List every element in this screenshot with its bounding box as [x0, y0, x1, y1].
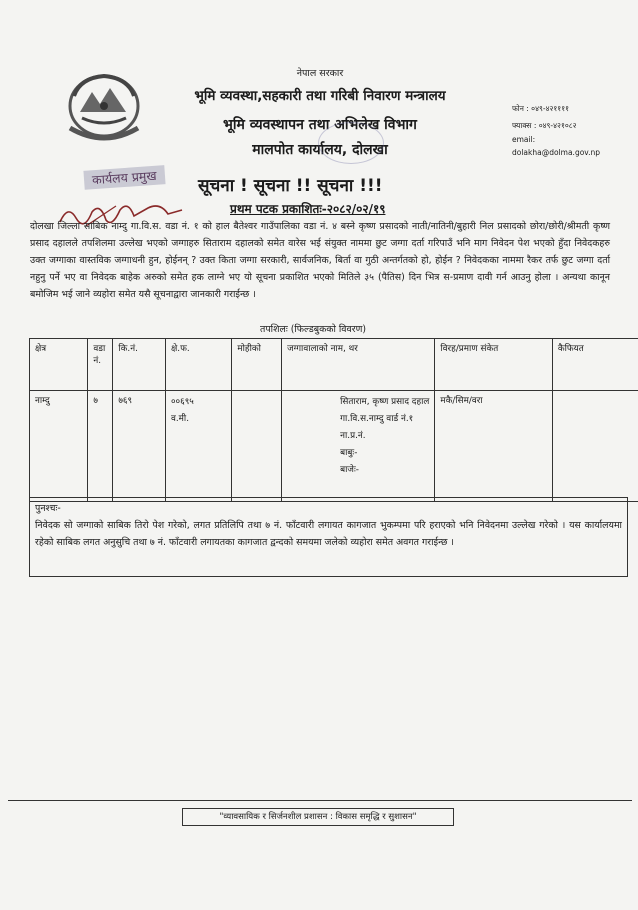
office-name: मालपोत कार्यालय, दोलखा [252, 142, 388, 158]
size-unit: व.मी. [170, 414, 189, 424]
postscript-text: निवेदक सो जग्गाको साबिक तिरो पेश गरेको, लगत प्रतिलिपि तथा ७ नं. फाँटवारी लगायत कागजात भुकम्पमा परि हराएको भनि निवेदनमा उल्लेख गरेको । यस कार्यालयमा रहेको साबिक लगत अनुसुचि तथा ७ नं. फाँटवारी लगायतका कागजात द्वन्दको समयमा जलेको व्यहोरा समेत अवगत गराईन्छ । [35, 520, 622, 548]
email-address: dolakha@dolma.gov.np [512, 148, 601, 157]
office-chief-stamp: कार्यलय प्रमुख [83, 165, 165, 190]
notice-title: सूचना ! सूचना !! सूचना !!! [198, 176, 383, 196]
table-header-row [30, 339, 638, 391]
postscript-box [29, 497, 628, 577]
table-caption: तपशिलः (फिल्डबुकको विवरण) [260, 324, 367, 335]
header-ward: वडा नं. [88, 339, 113, 391]
owner-address: गा.वि.स.नाम्दु वार्ड नं.१ [340, 414, 414, 424]
header-evidence: विरह/प्रमाण संकेत [435, 339, 552, 391]
header-remarks: कैफियत [552, 339, 638, 391]
phone-number: फोन : ०४९-४२११११ [512, 104, 569, 113]
footer-slogan: "व्यावसायिक र सिर्जनशील प्रशासन : विकास समृद्धि र सुशासन" [182, 808, 454, 826]
government-name: नेपाल सरकार [296, 68, 344, 79]
email-label: email: [512, 135, 536, 144]
header-plot: कि.नं. [113, 339, 166, 391]
cell-ward: ७ [88, 391, 113, 502]
nepal-emblem-icon [60, 66, 148, 146]
cell-tenant [232, 391, 282, 502]
cell-plot: ७६९ [113, 391, 166, 502]
size-value: ००६९५ [170, 397, 194, 407]
owner-father: बाबुः- [340, 448, 358, 458]
cell-size [165, 391, 231, 502]
cell-evidence: मकै/सिम/वरा [435, 391, 552, 502]
land-details-table [29, 338, 638, 502]
cell-remarks [552, 391, 638, 502]
fax-number: फ्याक्स : ०४९-४२१०८२ [512, 121, 577, 130]
office-seal-stamp [318, 122, 384, 164]
header-area: क्षेत्र [30, 339, 88, 391]
postscript-label: पुनश्चः- [35, 503, 61, 514]
cell-area: नाम्दु [30, 391, 88, 502]
ministry-name: भूमि व्यवस्था,सहकारी तथा गरिबी निवारण मन्त्रालय [194, 88, 446, 104]
header-owner: जग्गावालाको नाम, थर [282, 339, 435, 391]
footer-divider [8, 800, 632, 801]
table-row [30, 391, 638, 502]
notice-body: दोलखा जिल्ला साबिक नाम्दु गा.वि.स. वडा नं. १ को हाल बैतेश्वर गाउँपालिका वडा नं. ४ बस्ने कृष्ण प्रसादको नाती/नातिनी/बुहारी निल प्रसादको छोरा/छोरी/श्रीमती कृष्ण प्रसाद दहालले तपशिलमा उल्लेख भएको जग्गाहरु सिताराम दहालको समेत वारेस भई संयुक्त नाममा छुट जग्गा दर्ता गरिपाउँ भनि माग निवेदन पेश भएको हुँदा निवेदकहरु उक्त जग्गाका वास्तविक जग्गाधनी हुन, होईनन् ? उक्त किता जग्गा सरकारी, सार्वजनिक, बिर्ता वा गुठी अन्तर्गतको हो, होईन ? निवेदकका नाममा रैकर तर्फ छुट जग्गा दर्ता नहुनु पर्ने भए वा निवेदक बाहेक अरुको समेत हक लाग्ने भए यो सूचना प्रकाशित भएको मितिले ३५ (पैतिस) दिन भित्र स-प्रमाण दावी गर्न आउनु होला । अन्यथा कानून बमोजिम भई जाने व्यहोरा समेत यसै सूचनाद्वारा जानकारी गराईन्छ । [30, 221, 610, 300]
header-size: क्षे.फ. [165, 339, 231, 391]
publication-date: प्रथम पटक प्रकाशितः-२०८२/०२/१९ [230, 202, 386, 216]
header-tenant: मोहीको [232, 339, 282, 391]
owner-name: सिताराम, कृष्ण प्रसाद दहाल [340, 397, 430, 407]
cell-owner [282, 391, 435, 502]
owner-grandfather: बाजेः- [340, 465, 359, 475]
owner-id: ना.प्र.नं. [340, 431, 366, 441]
department-name: भूमि व्यवस्थापन तथा अभिलेख विभाग [223, 117, 417, 133]
